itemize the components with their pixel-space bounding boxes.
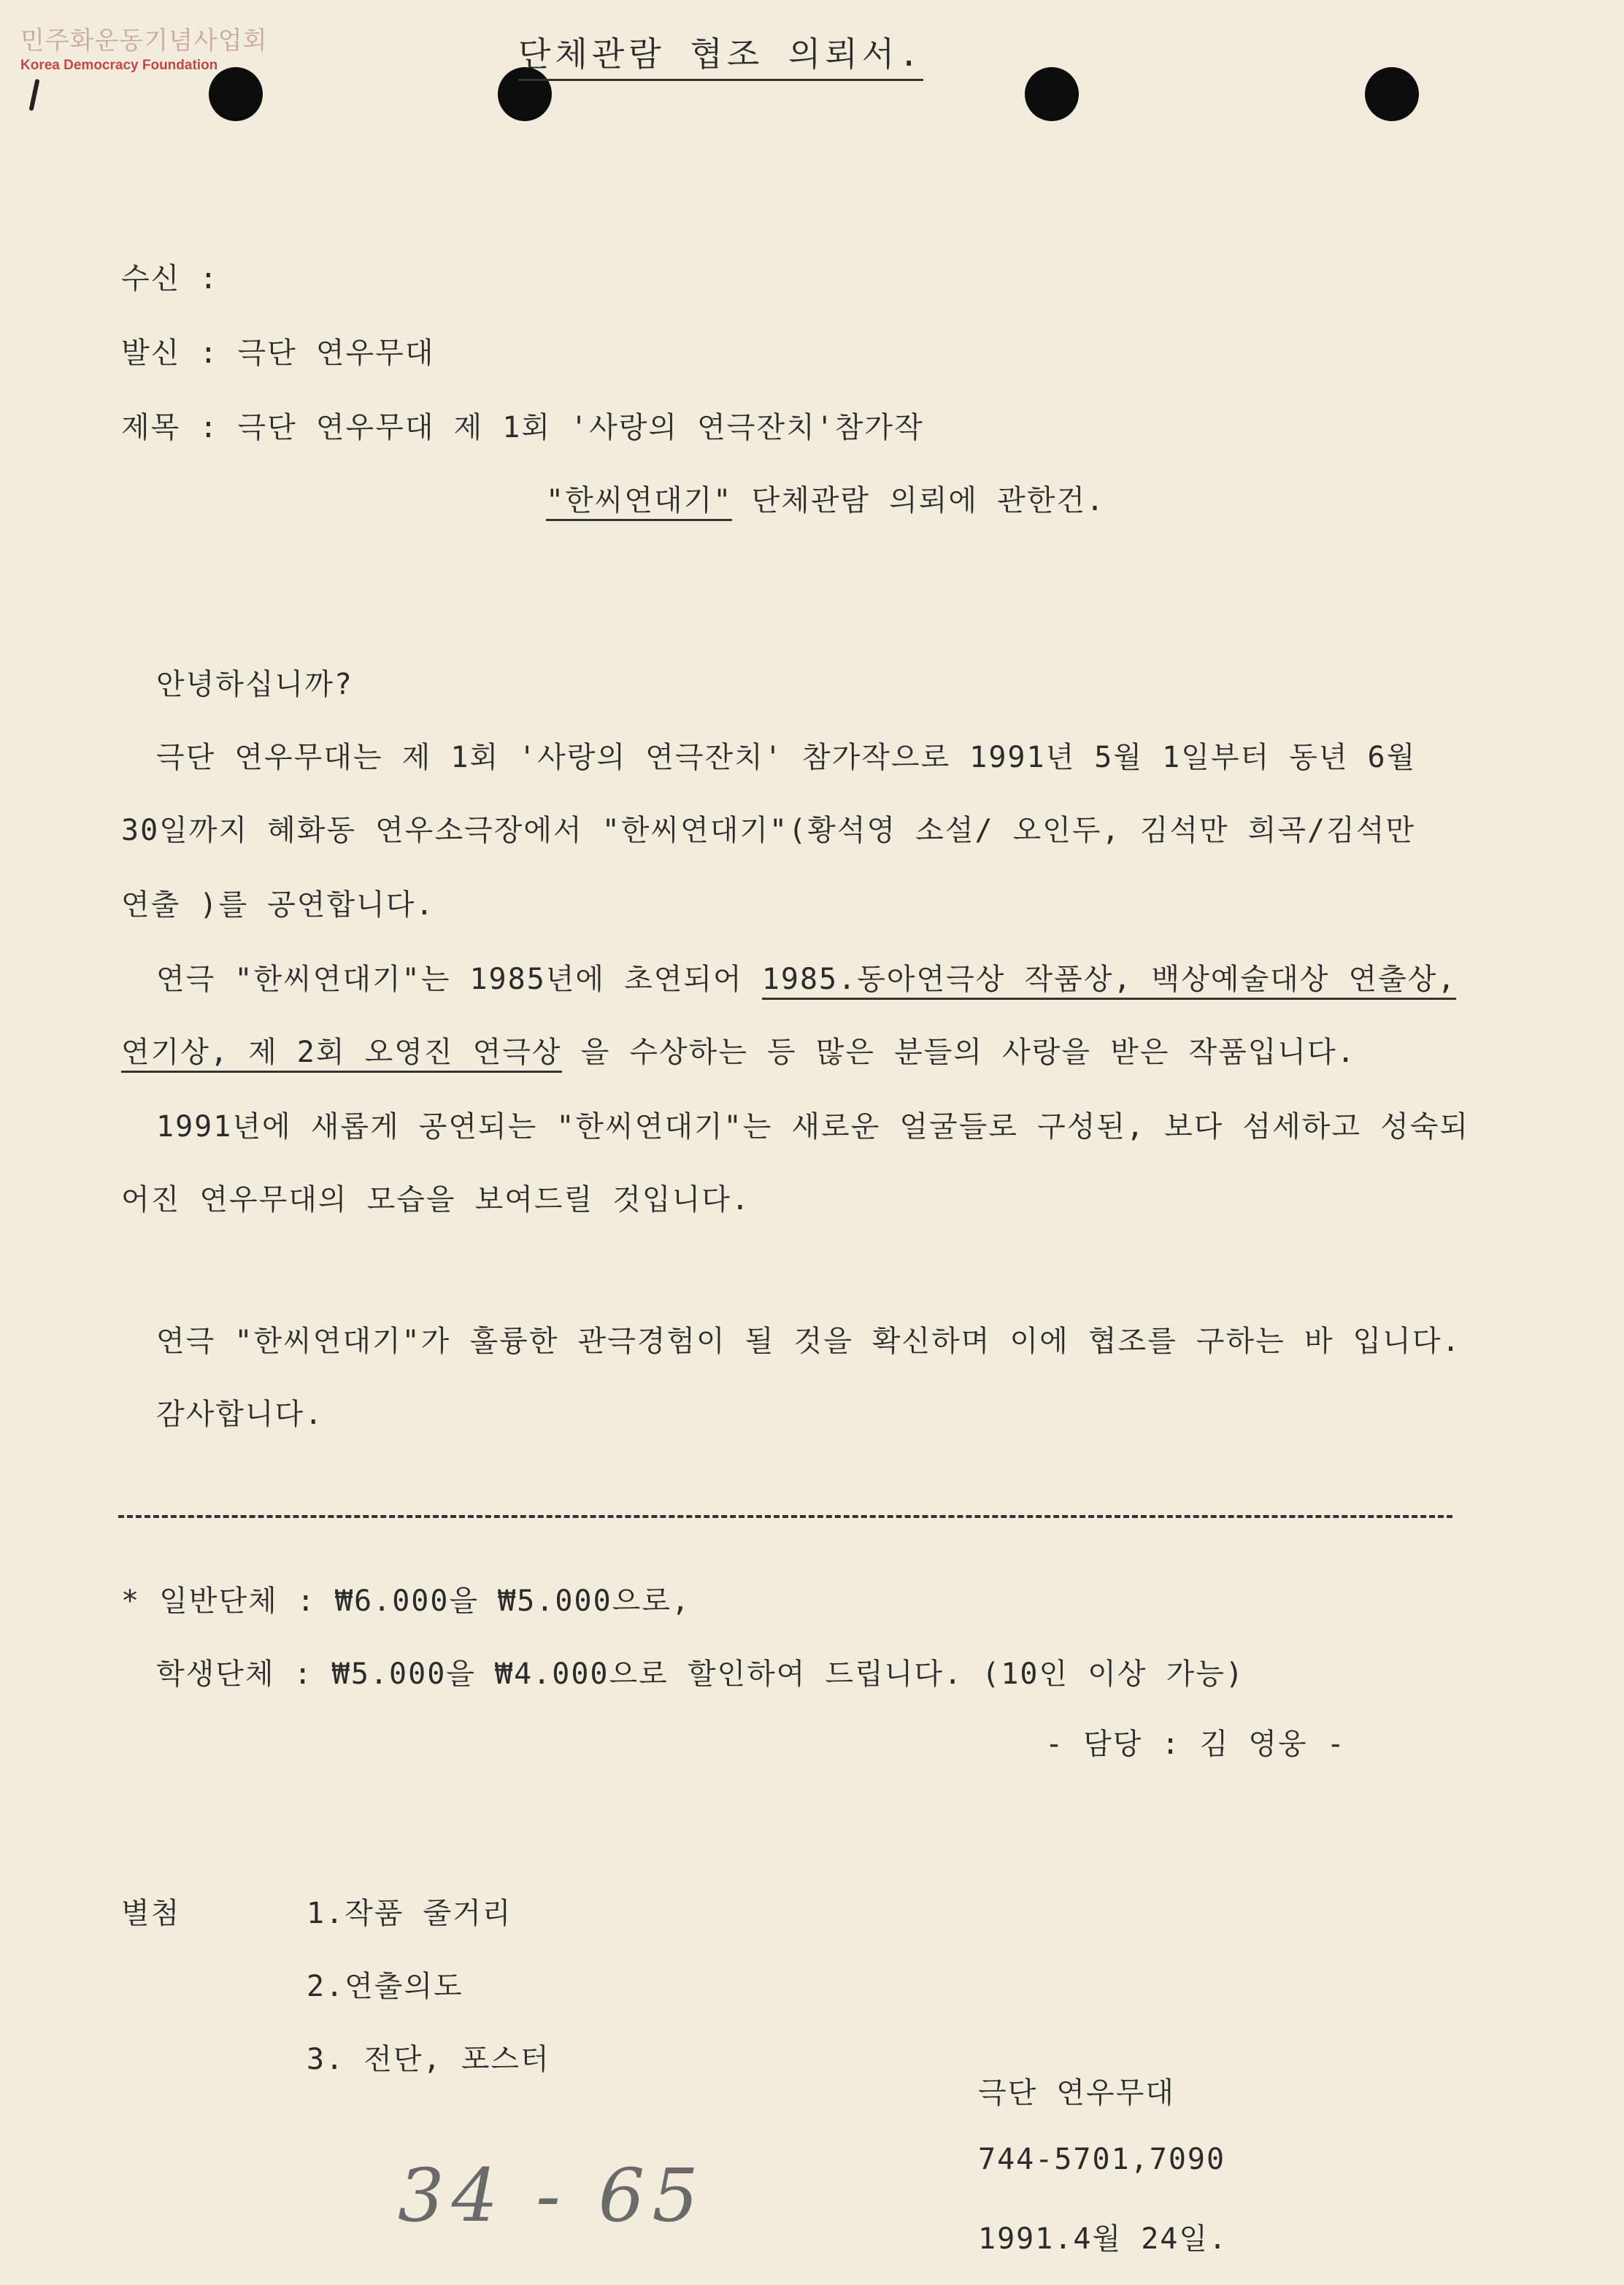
paragraph-1-line-2: 30일까지 혜화동 연우소극장에서 "한씨연대기"(황석영 소설/ 오인두, 김석만 희곡/김석만	[121, 814, 1415, 847]
awards-underlined-2: 연기상, 제 2회 오영진 연극상	[121, 1036, 562, 1073]
recipient-label: 수신	[121, 262, 181, 296]
recipient-row: 수신 :	[121, 262, 219, 296]
paragraph-2-line-1	[156, 956, 1456, 998]
pen-mark	[28, 79, 39, 111]
subject-line-2	[546, 477, 1105, 519]
discount-general: * 일반단체 : ₩6.000을 ₩5.000으로,	[121, 1584, 691, 1618]
archive-watermark	[20, 20, 267, 74]
sender-row: 발신 : 극단 연우무대	[121, 336, 435, 370]
attachment-item: 1.작품 줄거리	[307, 1897, 512, 1930]
dashed-divider	[118, 1515, 1452, 1518]
subject-label: 제목	[121, 411, 181, 444]
thanks: 감사합니다.	[156, 1398, 324, 1431]
greeting: 안녕하십니까?	[156, 668, 353, 701]
punch-hole	[209, 67, 263, 121]
subject-play-title: "한씨연대기"	[546, 484, 732, 521]
attachment-item: 3. 전단, 포스터	[307, 2043, 550, 2076]
watermark-english: Korea Democracy Foundation	[20, 58, 218, 73]
contact-person: - 담당 : 김 영웅 -	[1045, 1727, 1346, 1761]
awards-underlined-1: 1985.동아연극상 작품상, 백상예술대상 연출상,	[762, 963, 1457, 1000]
signature-org: 극단 연우무대	[978, 2076, 1175, 2110]
signature-phone: 744-5701,7090	[978, 2143, 1226, 2176]
paragraph-4: 연극 "한씨연대기"가 훌륭한 관극경험이 될 것을 확신하며 이에 협조를 구하는 바 입니다.	[156, 1325, 1461, 1358]
watermark-korean: 민주화운동기념사업회	[20, 26, 268, 55]
paragraph-2-outro: 을 수상하는 등 많은 분들의 사랑을 받은 작품입니다.	[561, 1036, 1356, 1069]
paragraph-1-line-3: 연출 )를 공연합니다.	[121, 888, 435, 922]
document-title: 단체관람 협조 의뢰서.	[518, 28, 923, 81]
discount-student: 학생단체 : ₩5.000을 ₩4.000으로 할인하여 드립니다. (10인 이상 가능)	[156, 1657, 1244, 1691]
punch-hole	[1025, 67, 1079, 121]
handwritten-page-number: 34 - 65	[398, 2153, 706, 2238]
paragraph-3-line-2: 어진 연우무대의 모습을 보여드릴 것입니다.	[121, 1183, 750, 1217]
sender-label: 발신	[121, 336, 181, 370]
subject-line-1: 극단 연우무대 제 1회 '사랑의 연극잔치'참가작	[237, 411, 924, 444]
punch-hole	[1365, 67, 1419, 121]
signature-date: 1991.4월 24일.	[978, 2222, 1228, 2256]
paragraph-2-line-2	[121, 1029, 1356, 1071]
sender-value: 극단 연우무대	[237, 336, 435, 370]
paragraph-2-intro: 연극 "한씨연대기"는 1985년에 초연되어	[156, 963, 762, 996]
attachment-item: 2.연출의도	[307, 1970, 463, 2003]
attachments-label: 별첨	[121, 1897, 181, 1930]
subject-line-2-rest: 단체관람 의뢰에 관한건.	[732, 484, 1106, 517]
paragraph-3-line-1: 1991년에 새롭게 공연되는 "한씨연대기"는 새로운 얼굴들로 구성된, 보다 섬세하고 성숙되	[156, 1110, 1470, 1144]
subject-row: 제목 : 극단 연우무대 제 1회 '사랑의 연극잔치'참가작	[121, 411, 924, 444]
paragraph-1-line-1: 극단 연우무대는 제 1회 '사랑의 연극잔치' 참가작으로 1991년 5월 1일부터 동년 6월	[156, 741, 1417, 774]
